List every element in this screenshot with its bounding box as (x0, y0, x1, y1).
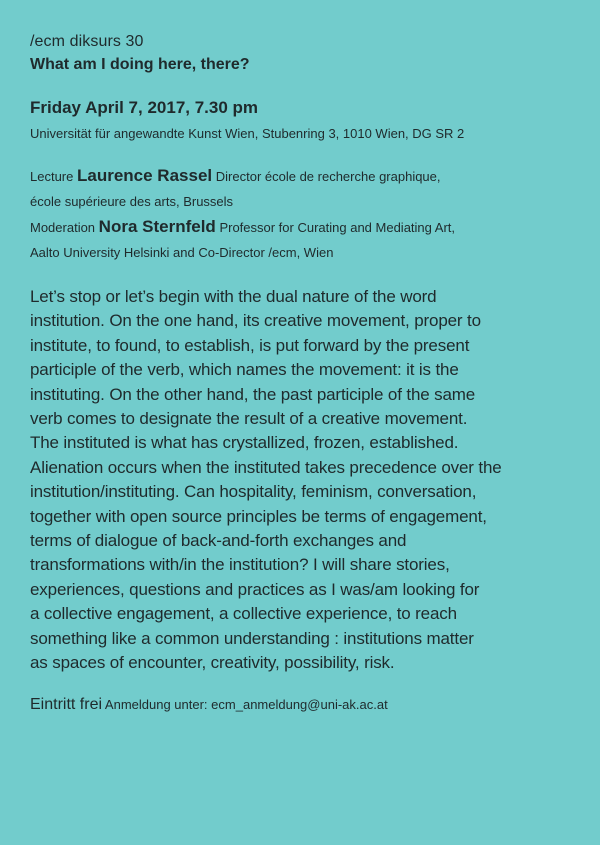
abstract-line: a collective engagement, a collective experience, to reach (30, 604, 457, 624)
abstract-line: something like a common understanding : institutions matter (30, 628, 474, 648)
registration-email[interactable]: ecm_anmeldung@uni-ak.ac.at (211, 696, 388, 712)
lecturer-role: Director école de recherche graphique, (215, 169, 441, 184)
abstract-line: together with open source principles be terms of engagement, (30, 506, 487, 526)
moderator-name: Nora Sternfeld (98, 217, 216, 236)
abstract-line: institution. On the one hand, its creative movement, proper to (30, 311, 481, 331)
event-venue: Universität für angewandte Kunst Wien, Stubenring 3, 1010 Wien, DG SR 2 (30, 126, 465, 141)
abstract-line: institute, to found, to establish, is put forward by the present (30, 335, 470, 355)
abstract-line: Let’s stop or let’s begin with the dual nature of the word (30, 287, 437, 306)
abstract-text (30, 285, 578, 676)
lecture-line (30, 163, 578, 189)
abstract-line: experiences, questions and practices as I was/am looking for (30, 579, 480, 599)
lecturer-role-continued: école supérieure des arts, Brussels (30, 194, 234, 209)
abstract-line: The instituted is what has crystallized, frozen, established. (30, 433, 459, 453)
abstract-line: instituting. On the other hand, the past participle of the same (30, 384, 476, 404)
abstract-line: institution/instituting. Can hospitality, feminism, conversation, (30, 482, 477, 502)
lecture-label: Lecture (30, 169, 74, 184)
moderator-role: Professor for Curating and Mediating Art, (219, 220, 455, 235)
speakers-section (30, 163, 578, 265)
lecturer-name: Laurence Rassel (77, 166, 213, 185)
footer (30, 694, 578, 716)
admission-info: Eintritt frei (30, 695, 103, 713)
abstract-line: as spaces of encounter, creativity, possibility, risk. (30, 653, 395, 673)
moderation-line (30, 214, 578, 240)
registration-label: Anmeldung unter: (104, 696, 208, 712)
abstract-line: terms of dialogue of back-and-forth exchanges and (30, 531, 407, 551)
event-title: What am I doing here, there? (30, 56, 250, 73)
event-flyer (30, 32, 578, 716)
abstract-line: verb comes to designate the result of a creative movement. (30, 409, 468, 429)
series-label: /ecm diksurs 30 (30, 33, 144, 50)
moderation-label: Moderation (30, 220, 96, 235)
event-date: Friday April 7, 2017, 7.30 pm (30, 98, 259, 117)
abstract-line: Alienation occurs when the instituted takes precedence over the (30, 457, 502, 477)
moderator-role-continued: Aalto University Helsinki and Co-Director /ecm, Wien (30, 245, 334, 260)
abstract-line: participle of the verb, which names the movement: it is the (30, 360, 459, 380)
abstract-line: transformations with/in the institution? I will share stories, (30, 555, 450, 575)
